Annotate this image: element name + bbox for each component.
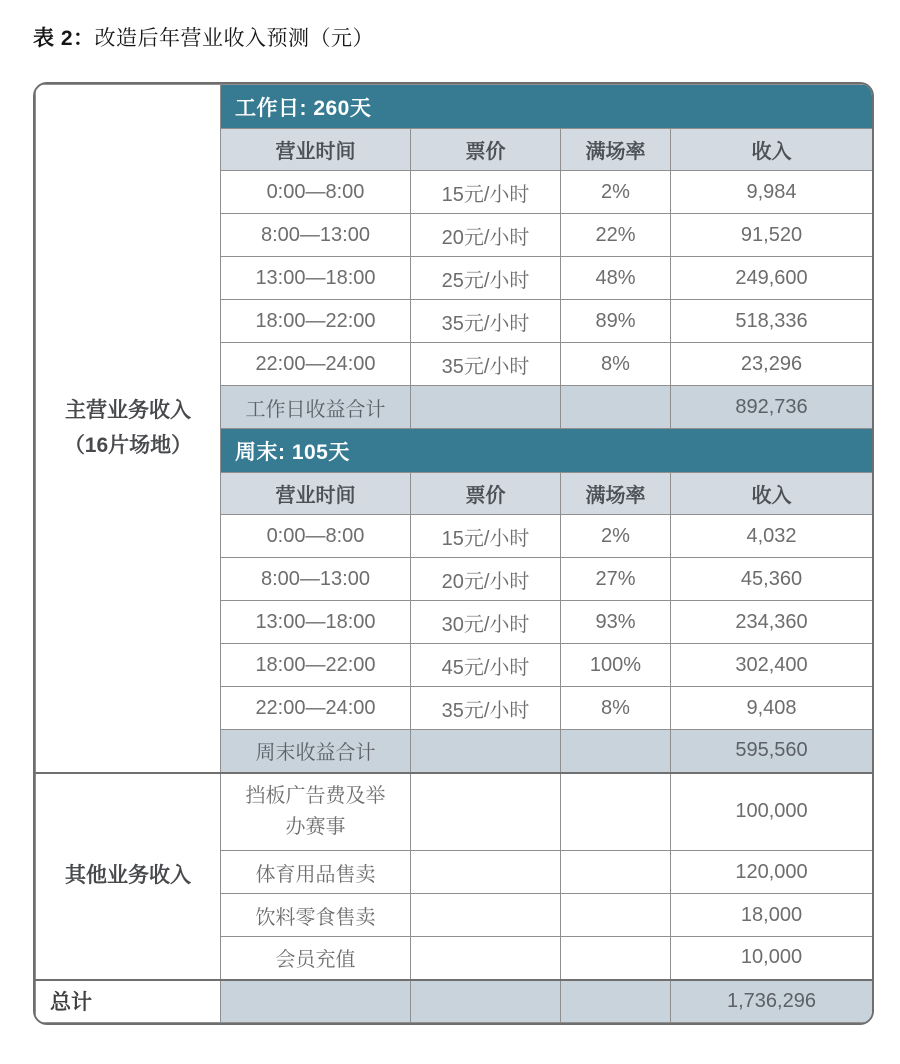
rate-cell: 27% [561,558,671,601]
price-cell: 20元/小时 [411,558,561,601]
col-header-rate: 满场率 [561,473,671,515]
main-section-label-line1: 主营业务收入 [65,398,191,422]
empty-cell [561,937,671,980]
col-header-time: 营业时间 [221,473,411,515]
price-cell: 35元/小时 [411,300,561,343]
empty-cell [561,851,671,894]
empty-cell [411,980,561,1023]
rate-cell: 2% [561,171,671,214]
price-cell: 35元/小时 [411,687,561,730]
workday-header-bar: 工作日: 260天 [221,85,873,129]
time-cell: 0:00—8:00 [221,171,411,214]
total-value: 1,736,296 [671,980,873,1023]
time-cell: 22:00—24:00 [221,687,411,730]
rate-cell: 100% [561,644,671,687]
time-cell: 22:00—24:00 [221,343,411,386]
other-section-label: 其他业务收入 [36,773,221,980]
income-cell: 249,600 [671,257,873,300]
main-section-label [36,85,221,773]
subtotal-label: 工作日收益合计 [221,386,411,429]
rate-cell: 8% [561,343,671,386]
empty-cell [561,894,671,937]
empty-cell [221,980,411,1023]
empty-cell [411,773,561,851]
subtotal-value: 595,560 [671,730,873,773]
table-title-text: 改造后年营业收入预测（元） [94,27,375,50]
total-row [36,980,873,1023]
time-cell: 8:00—13:00 [221,558,411,601]
time-cell: 0:00—8:00 [221,515,411,558]
other-item-row [36,773,873,851]
weekend-header-bar: 周末: 105天 [221,429,873,473]
col-header-time: 营业时间 [221,129,411,171]
empty-cell [411,730,561,773]
empty-cell [411,386,561,429]
rate-cell: 48% [561,257,671,300]
col-header-income: 收入 [671,129,873,171]
subtotal-label: 周末收益合计 [221,730,411,773]
subtotal-value: 892,736 [671,386,873,429]
empty-cell [411,894,561,937]
income-cell: 234,360 [671,601,873,644]
time-cell: 18:00—22:00 [221,644,411,687]
rate-cell: 8% [561,687,671,730]
revenue-table [33,82,874,1025]
income-cell: 45,360 [671,558,873,601]
price-cell: 45元/小时 [411,644,561,687]
price-cell: 20元/小时 [411,214,561,257]
price-cell: 15元/小时 [411,515,561,558]
empty-cell [411,851,561,894]
workday-header-row [36,85,873,129]
time-cell: 13:00—18:00 [221,601,411,644]
total-label: 总计 [36,980,221,1023]
price-cell: 35元/小时 [411,343,561,386]
col-header-rate: 满场率 [561,129,671,171]
time-cell: 18:00—22:00 [221,300,411,343]
empty-cell [561,730,671,773]
income-cell: 91,520 [671,214,873,257]
item-income-cell: 10,000 [671,937,873,980]
main-section-label-line2: （16片场地） [63,434,193,458]
empty-cell [561,386,671,429]
col-header-price: 票价 [411,129,561,171]
income-cell: 4,032 [671,515,873,558]
rate-cell: 2% [561,515,671,558]
time-cell: 13:00—18:00 [221,257,411,300]
item-income-cell: 120,000 [671,851,873,894]
rate-cell: 22% [561,214,671,257]
rate-cell: 93% [561,601,671,644]
empty-cell [411,937,561,980]
col-header-price: 票价 [411,473,561,515]
price-cell: 30元/小时 [411,601,561,644]
income-cell: 302,400 [671,644,873,687]
item-income-cell: 18,000 [671,894,873,937]
empty-cell [561,773,671,851]
item-name-cell: 会员充值 [221,937,411,980]
income-cell: 9,984 [671,171,873,214]
col-header-income: 收入 [671,473,873,515]
income-cell: 518,336 [671,300,873,343]
rate-cell: 89% [561,300,671,343]
income-cell: 23,296 [671,343,873,386]
income-cell: 9,408 [671,687,873,730]
price-cell: 15元/小时 [411,171,561,214]
item-income-cell: 100,000 [671,773,873,851]
item-name-cell: 挡板广告费及举办赛事 [221,773,411,851]
page-title [33,22,374,52]
time-cell: 8:00—13:00 [221,214,411,257]
item-name-cell: 体育用品售卖 [221,851,411,894]
price-cell: 25元/小时 [411,257,561,300]
table-number: 表 2： [33,27,95,50]
empty-cell [561,980,671,1023]
item-name-cell: 饮料零食售卖 [221,894,411,937]
